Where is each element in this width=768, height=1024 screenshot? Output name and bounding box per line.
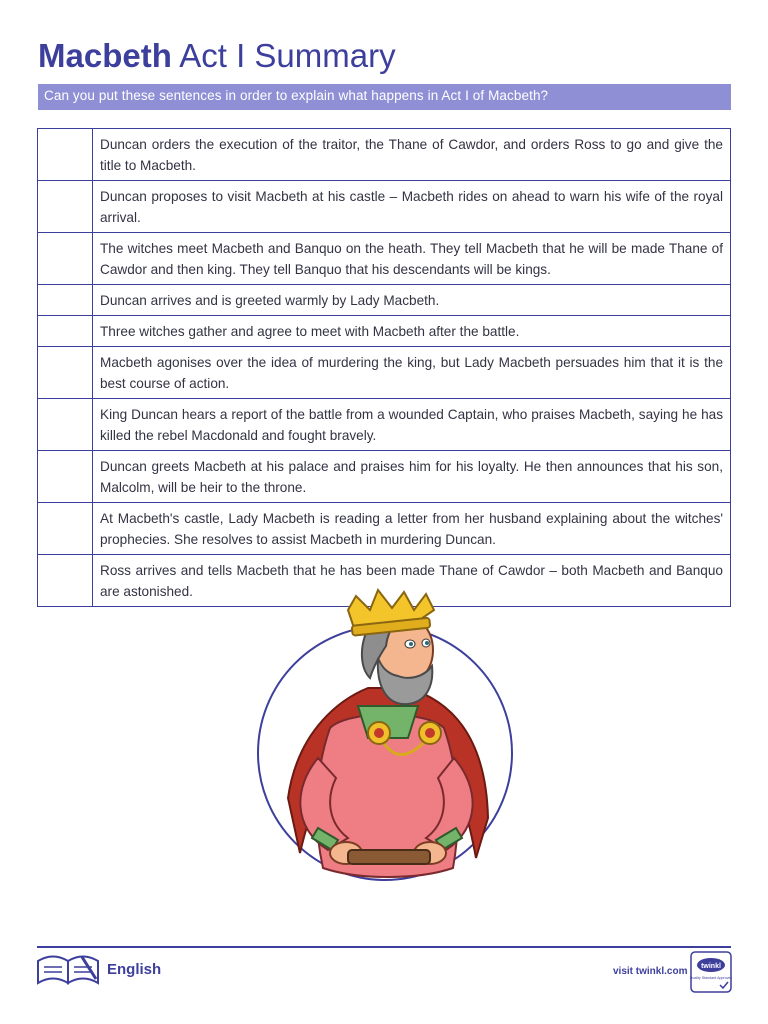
order-number-box[interactable]	[38, 181, 93, 233]
order-number-box[interactable]	[38, 503, 93, 555]
quality-badge-icon	[690, 951, 732, 993]
subject-label: English	[107, 961, 162, 978]
order-number-box[interactable]	[38, 129, 93, 181]
badge-text: Quality Standard Approved	[690, 976, 732, 980]
instruction-bar	[38, 84, 731, 110]
table-row	[38, 503, 731, 555]
table-row	[38, 347, 731, 399]
sentence-cell: The witches meet Macbeth and Banquo on the heath. They tell Macbeth that he will be made Thane of Cawdor and then king. They tell Banquo that his descendants will be kings.	[93, 233, 731, 285]
table-row	[38, 181, 731, 233]
sentence-cell: Duncan proposes to visit Macbeth at his castle – Macbeth rides on ahead to warn his wife of the royal arrival.	[93, 181, 731, 233]
website-link[interactable]: visit twinkl.com	[613, 966, 688, 977]
title-rest: Act I Summary	[179, 37, 396, 74]
sentence-cell: Macbeth agonises over the idea of murdering the king, but Lady Macbeth persuades him that it is the best course of action.	[93, 347, 731, 399]
sentence-cell: At Macbeth's castle, Lady Macbeth is reading a letter from her husband explaining about the witches' prophecies. She resolves to assist Macbeth in murdering Duncan.	[93, 503, 731, 555]
order-number-box[interactable]	[38, 347, 93, 399]
order-number-box[interactable]	[38, 451, 93, 503]
ordering-table	[37, 128, 731, 607]
table-row	[38, 233, 731, 285]
title-bold: Macbeth	[38, 37, 172, 74]
sentence-cell: Duncan greets Macbeth at his palace and praises him for his loyalty. He then announces that his son, Malcolm, will be heir to the throne.	[93, 451, 731, 503]
table-row	[38, 129, 731, 181]
table-row	[38, 451, 731, 503]
sentence-cell: Duncan orders the execution of the traitor, the Thane of Cawdor, and orders Ross to go and give the title to Macbeth.	[93, 129, 731, 181]
order-number-box[interactable]	[38, 399, 93, 451]
footer-divider	[37, 946, 731, 948]
instruction-text: Can you put these sentences in order to explain what happens in Act I of Macbeth?	[44, 88, 549, 103]
table-row	[38, 399, 731, 451]
badge-brand: twinkl	[701, 963, 721, 970]
order-number-box[interactable]	[38, 285, 93, 316]
sentence-cell: King Duncan hears a report of the battle from a wounded Captain, who praises Macbeth, saying he has killed the rebel Macdonald and fought bravely.	[93, 399, 731, 451]
sentence-cell: Ross arrives and tells Macbeth that he has been made Thane of Cawdor – both Macbeth and Banquo are astonished.	[93, 555, 731, 607]
table-row	[38, 285, 731, 316]
page-title	[38, 36, 396, 76]
king-duncan-illustration	[248, 588, 528, 888]
sentence-cell: Duncan arrives and is greeted warmly by Lady Macbeth.	[93, 285, 731, 316]
order-number-box[interactable]	[38, 233, 93, 285]
table-row	[38, 316, 731, 347]
order-number-box[interactable]	[38, 555, 93, 607]
book-icon	[36, 953, 102, 991]
sentence-cell: Three witches gather and agree to meet with Macbeth after the battle.	[93, 316, 731, 347]
order-number-box[interactable]	[38, 316, 93, 347]
